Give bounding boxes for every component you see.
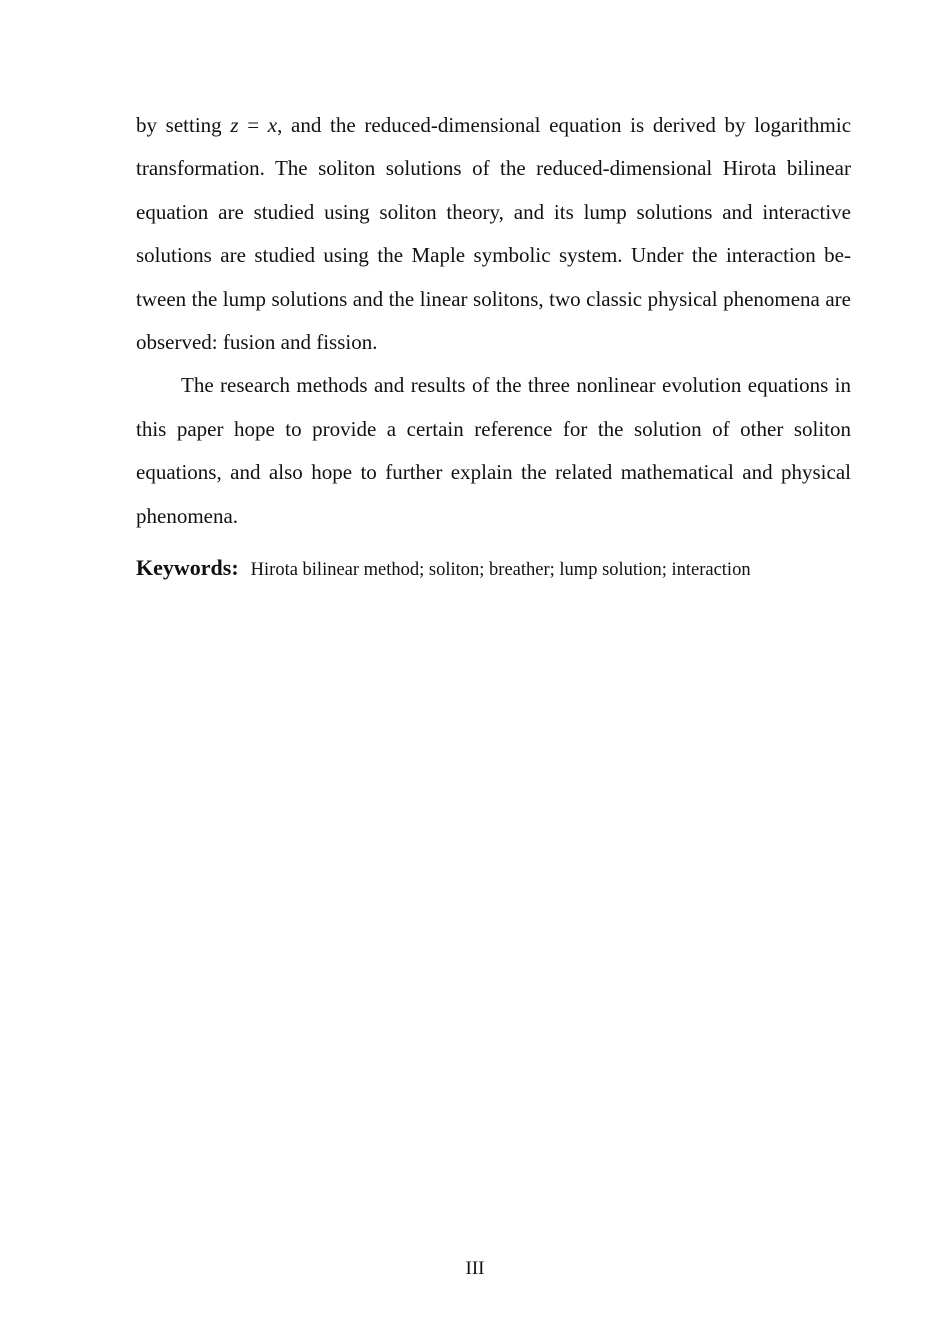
abstract-paragraph-1 — [136, 104, 851, 364]
paragraph-1-lead: by setting — [136, 113, 231, 137]
paragraph-1-text: , and the reduced-dimensional equation is derived by logarithmic transformation. The soliton solutions of the reduced-dimensional Hirota bilinear equation are studied using soliton theory, and its lump solutions and interactive solutions are studied using the Maple symbolic system. Under the interaction between the lump solutions and the linear solitons, two classic physical phenomena are observed: fusion and fission. — [136, 113, 852, 355]
abstract-body — [136, 104, 851, 583]
keywords-line — [136, 555, 851, 583]
keywords-label: Keywords: — [136, 555, 239, 581]
abstract-paragraph-2: The research methods and results of the three nonlinear evolution equations in this paper hope to provide a certain reference for the solution of other soliton equations, and also hope to further explain the related mathematical and physical phenomena. — [136, 373, 851, 528]
page-number: III — [465, 1258, 485, 1279]
math-variable-x: x — [267, 113, 278, 137]
math-variable-z: z — [230, 113, 239, 137]
math-equals: = — [238, 113, 268, 137]
keywords-list: Hirota bilinear method; soliton; breather; lump solution; interaction — [250, 560, 751, 581]
